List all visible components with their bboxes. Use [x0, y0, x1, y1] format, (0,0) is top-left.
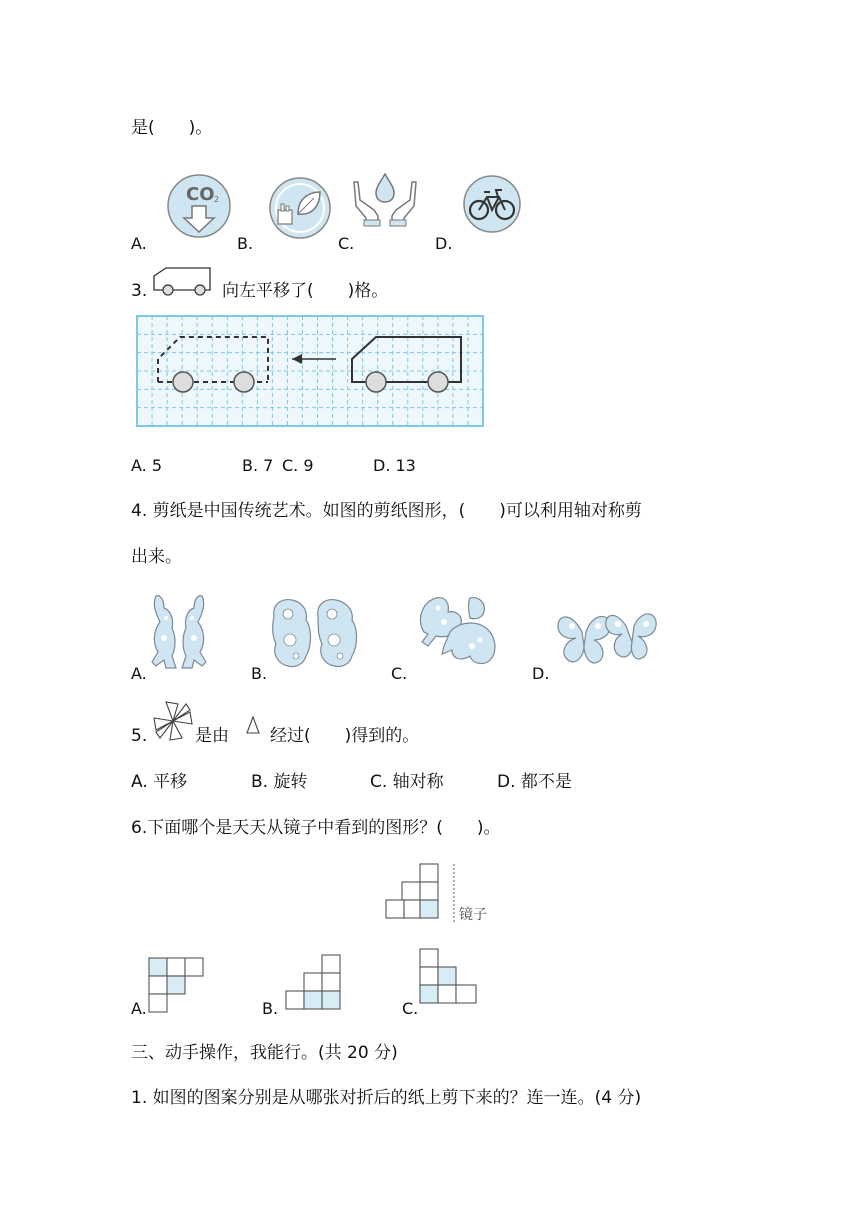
leaf-factory-icon [268, 176, 332, 240]
q6-option-c-shape [419, 948, 481, 1010]
small-triangle-icon [246, 716, 260, 734]
q4-option-d: D. [532, 664, 550, 683]
q3-option-a: A. 5 [131, 456, 163, 475]
papercut-monkeys-image [268, 596, 360, 670]
q3-number: 3. [131, 281, 148, 301]
papercut-butterflies-image [554, 602, 660, 674]
q4-option-a: A. [131, 664, 147, 683]
bicycle-icon [462, 174, 522, 234]
svg-text:2: 2 [214, 195, 220, 204]
section3-q1: 1. 如图的图案分别是从哪张对折后的纸上剪下来的？连一连。(4 分) [131, 1088, 642, 1108]
q5-option-a: A. 平移 [131, 772, 188, 792]
q4-line1: 4. 剪纸是中国传统艺术。如图的剪纸图形，( )可以利用轴对称剪 [131, 501, 642, 521]
q6-text: 6.下面哪个是天天从镜子中看到的图形？( )。 [131, 818, 501, 838]
translation-grid-figure [136, 315, 484, 427]
q2-option-b: B. [237, 234, 254, 253]
co2-label: CO [186, 184, 215, 205]
q5-tail-text: 经过( )得到的。 [270, 726, 420, 746]
q6-option-a: A. [131, 999, 147, 1018]
q6-option-a-shape [148, 957, 208, 1015]
q3-text: 向左平移了( )格。 [222, 281, 389, 301]
q5-mid-text: 是由 [195, 726, 229, 746]
q5-option-c: C. 轴对称 [370, 772, 444, 792]
small-car-icon [152, 266, 214, 296]
q3-option-b: B. 7 [242, 456, 274, 475]
section3-title: 三、动手操作，我能行。(共 20 分) [131, 1043, 398, 1063]
q6-option-c: C. [402, 999, 419, 1018]
q4-option-c: C. [391, 664, 408, 683]
q2-tail-text: 是( )。 [131, 118, 213, 138]
pinwheel-triangles-icon [152, 700, 194, 742]
q3-option-c: C. 9 [282, 456, 314, 475]
q4-option-b: B. [251, 664, 268, 683]
papercut-fish-image [414, 592, 506, 672]
q6-option-b-shape [282, 954, 344, 1014]
q2-option-a: A. [131, 234, 147, 253]
q3-option-d: D. 13 [373, 456, 416, 475]
q5-option-b: B. 旋转 [251, 772, 308, 792]
papercut-rabbits-image [148, 592, 210, 672]
q5-option-d: D. 都不是 [497, 772, 572, 792]
q4-line2: 出来。 [131, 547, 182, 567]
co2-reduction-icon [166, 172, 232, 240]
water-saving-hands-icon [352, 170, 418, 228]
q6-option-b: B. [262, 999, 279, 1018]
q5-number: 5. [131, 726, 148, 746]
mirror-label: 镜子 [459, 907, 487, 923]
q2-option-d: D. [435, 234, 453, 253]
q2-option-c: C. [338, 234, 355, 253]
